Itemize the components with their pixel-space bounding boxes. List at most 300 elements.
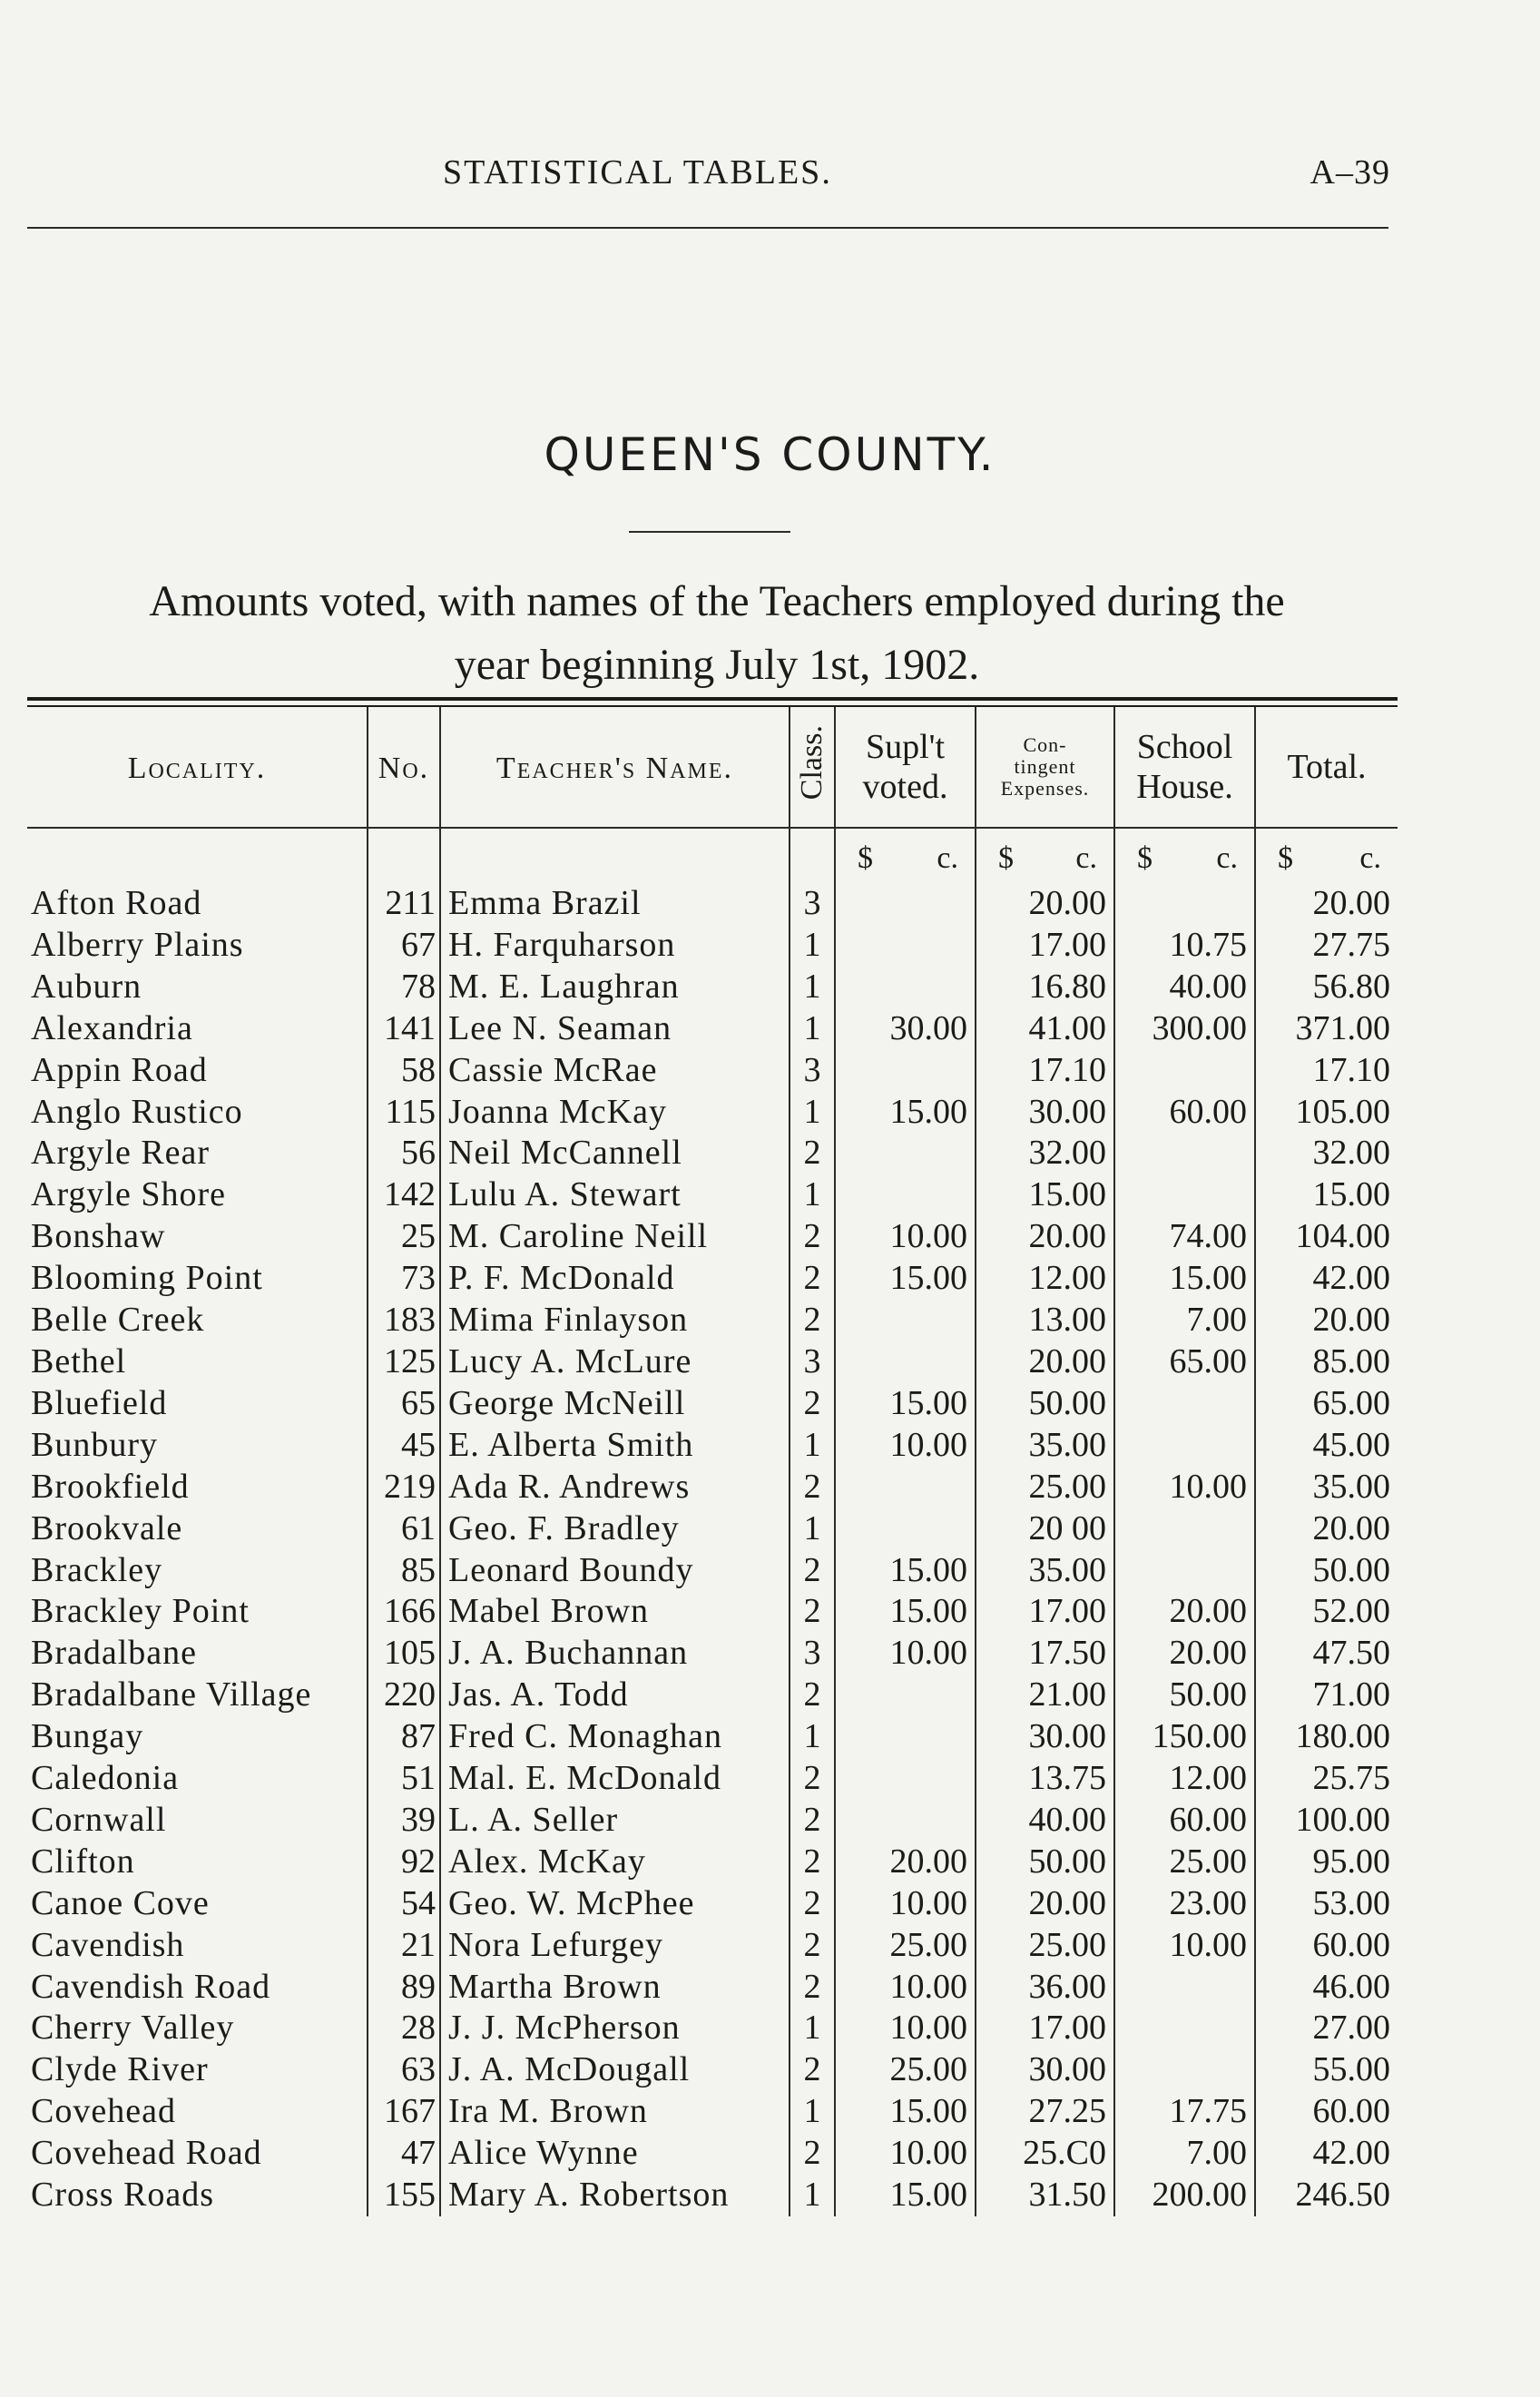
class-cell: 1 <box>790 2008 835 2049</box>
table-row <box>27 1133 1398 1174</box>
contingent-cell: 15.00 <box>976 1174 1114 1216</box>
total-cell: 104.00 <box>1255 1216 1398 1258</box>
school-house-cell: 200.00 <box>1114 2175 1255 2216</box>
locality-cell: Cavendish <box>31 1925 185 1964</box>
table-row <box>27 1341 1398 1383</box>
contingent-cell: 25.00 <box>976 1467 1114 1508</box>
table-row <box>27 1800 1398 1842</box>
school-number-cell: 85 <box>368 1550 440 1592</box>
class-cell: 2 <box>790 1550 835 1592</box>
supplement-cell: 10.00 <box>835 2008 976 2049</box>
table-row <box>27 1967 1398 2009</box>
header-school-house: School House. <box>1114 707 1255 828</box>
table-header-row <box>27 707 1398 828</box>
school-house-cell: 40.00 <box>1114 967 1255 1008</box>
contingent-cell: 17.10 <box>976 1050 1114 1092</box>
school-house-cell <box>1114 1174 1255 1216</box>
contingent-cell: 30.00 <box>976 1716 1114 1758</box>
school-house-cell: 10.00 <box>1114 1925 1255 1967</box>
supplement-cell: 20.00 <box>835 1842 976 1883</box>
locality-cell: Covehead Road <box>31 2134 262 2173</box>
class-cell: 2 <box>790 2133 835 2175</box>
contingent-cell: 30.00 <box>976 2049 1114 2091</box>
contingent-cell: 20.00 <box>976 1341 1114 1383</box>
header-contingent-expenses: Con- tingent Expenses. <box>976 707 1114 828</box>
school-number-cell: 54 <box>368 1883 440 1925</box>
total-cell: 180.00 <box>1255 1716 1398 1758</box>
class-cell: 2 <box>790 1675 835 1716</box>
teacher-name-cell: Lulu A. Stewart <box>440 1174 790 1216</box>
supplement-cell: 30.00 <box>835 1008 976 1050</box>
class-cell: 2 <box>790 1758 835 1800</box>
school-number-cell: 47 <box>368 2133 440 2175</box>
school-house-cell: 20.00 <box>1114 1591 1255 1633</box>
total-cell: 100.00 <box>1255 1800 1398 1842</box>
teacher-name-cell: Geo. F. Bradley <box>440 1508 790 1550</box>
school-number-cell: 125 <box>368 1341 440 1383</box>
table-row <box>27 1216 1398 1258</box>
school-number-cell: 115 <box>368 1092 440 1134</box>
total-cell: 60.00 <box>1255 2091 1398 2133</box>
locality-cell: Brackley Point <box>31 1592 250 1631</box>
table-row <box>27 1092 1398 1134</box>
school-number-cell: 63 <box>368 2049 440 2091</box>
school-number-cell: 25 <box>368 1216 440 1258</box>
table-row <box>27 2008 1398 2049</box>
class-cell: 1 <box>790 2091 835 2133</box>
total-cell: 46.00 <box>1255 1967 1398 2009</box>
teacher-name-cell: Mal. E. McDonald <box>440 1758 790 1800</box>
class-cell: 1 <box>790 1008 835 1050</box>
school-number-cell: 219 <box>368 1467 440 1508</box>
contingent-cell: 25.00 <box>976 1925 1114 1967</box>
header-teacher-name: Teacher's Name. <box>440 707 790 828</box>
school-number-cell: 51 <box>368 1758 440 1800</box>
teacher-name-cell: Nora Lefurgey <box>440 1925 790 1967</box>
teacher-name-cell: Geo. W. McPhee <box>440 1883 790 1925</box>
class-cell: 2 <box>790 1842 835 1883</box>
class-cell: 1 <box>790 1174 835 1216</box>
class-cell: 2 <box>790 1258 835 1300</box>
supplement-cell <box>835 1133 976 1174</box>
supplement-cell: 10.00 <box>835 2133 976 2175</box>
teacher-name-cell: Martha Brown <box>440 1967 790 2009</box>
contingent-cell: 17.00 <box>976 925 1114 967</box>
school-house-cell: 25.00 <box>1114 1842 1255 1883</box>
school-number-cell: 61 <box>368 1508 440 1550</box>
school-number-cell: 167 <box>368 2091 440 2133</box>
school-house-cell: 15.00 <box>1114 1258 1255 1300</box>
locality-cell: Belle Creek <box>31 1301 205 1340</box>
total-cell: 71.00 <box>1255 1675 1398 1716</box>
teacher-name-cell: Lee N. Seaman <box>440 1008 790 1050</box>
contingent-cell: 27.25 <box>976 2091 1114 2133</box>
contingent-cell: 17.00 <box>976 2008 1114 2049</box>
class-cell: 2 <box>790 1133 835 1174</box>
supplement-cell: 10.00 <box>835 1216 976 1258</box>
supplement-cell <box>835 1800 976 1842</box>
total-cell: 20.00 <box>1255 1508 1398 1550</box>
school-number-cell: 56 <box>368 1133 440 1174</box>
school-number-cell: 58 <box>368 1050 440 1092</box>
class-cell: 1 <box>790 1716 835 1758</box>
total-cell: 20.00 <box>1255 883 1398 925</box>
teacher-name-cell: M. Caroline Neill <box>440 1216 790 1258</box>
teacher-name-cell: Fred C. Monaghan <box>440 1716 790 1758</box>
contingent-cell: 40.00 <box>976 1800 1114 1842</box>
supplement-cell: 15.00 <box>835 1550 976 1592</box>
school-number-cell: 87 <box>368 1716 440 1758</box>
teacher-name-cell: Alice Wynne <box>440 2133 790 2175</box>
teacher-name-cell: Ada R. Andrews <box>440 1467 790 1508</box>
header-total: Total. <box>1255 707 1398 828</box>
school-number-cell: 183 <box>368 1300 440 1341</box>
contingent-cell: 30.00 <box>976 1092 1114 1134</box>
contingent-cell: 20.00 <box>976 1883 1114 1925</box>
running-head <box>0 152 1540 198</box>
school-house-cell <box>1114 1508 1255 1550</box>
class-cell: 2 <box>790 1300 835 1341</box>
locality-cell: Brookvale <box>31 1508 183 1547</box>
school-house-cell <box>1114 883 1255 925</box>
supplement-cell <box>835 1467 976 1508</box>
locality-cell: Anglo Rustico <box>31 1092 243 1131</box>
total-cell: 85.00 <box>1255 1341 1398 1383</box>
class-cell: 3 <box>790 1341 835 1383</box>
supplement-cell: 10.00 <box>835 1425 976 1467</box>
total-cell: 105.00 <box>1255 1092 1398 1134</box>
supplement-cell <box>835 1174 976 1216</box>
teacher-name-cell: E. Alberta Smith <box>440 1425 790 1467</box>
teacher-name-cell: H. Farquharson <box>440 925 790 967</box>
teacher-name-cell: M. E. Laughran <box>440 967 790 1008</box>
school-house-cell: 10.00 <box>1114 1467 1255 1508</box>
units-contingent: $ c. <box>976 828 1114 883</box>
supplement-cell: 10.00 <box>835 1967 976 2009</box>
school-house-cell: 20.00 <box>1114 1633 1255 1675</box>
school-house-cell: 10.75 <box>1114 925 1255 967</box>
supplement-cell: 10.00 <box>835 1883 976 1925</box>
school-number-cell: 67 <box>368 925 440 967</box>
page-number: A–39 <box>1309 153 1390 192</box>
contingent-cell: 13.75 <box>976 1758 1114 1800</box>
teacher-name-cell: Leonard Boundy <box>440 1550 790 1592</box>
teacher-name-cell: Joanna McKay <box>440 1092 790 1134</box>
school-house-cell <box>1114 1967 1255 2009</box>
total-cell: 47.50 <box>1255 1633 1398 1675</box>
total-cell: 52.00 <box>1255 1591 1398 1633</box>
school-house-cell <box>1114 2049 1255 2091</box>
total-cell: 35.00 <box>1255 1467 1398 1508</box>
teachers-table-wrapper <box>27 697 1398 2216</box>
supplement-cell: 10.00 <box>835 1633 976 1675</box>
school-number-cell: 141 <box>368 1008 440 1050</box>
table-row <box>27 1675 1398 1716</box>
teacher-name-cell: Ira M. Brown <box>440 2091 790 2133</box>
class-cell: 1 <box>790 1508 835 1550</box>
school-house-cell <box>1114 1050 1255 1092</box>
class-cell: 2 <box>790 2049 835 2091</box>
supplement-cell <box>835 1050 976 1092</box>
locality-cell: Canoe Cove <box>31 1883 210 1922</box>
teacher-name-cell: Mabel Brown <box>440 1591 790 1633</box>
teacher-name-cell: J. J. McPherson <box>440 2008 790 2049</box>
supplement-cell: 15.00 <box>835 1258 976 1300</box>
locality-cell: Argyle Rear <box>31 1134 211 1173</box>
supplement-cell <box>835 1716 976 1758</box>
class-cell: 2 <box>790 1800 835 1842</box>
table-row <box>27 1925 1398 1967</box>
supplement-cell <box>835 1675 976 1716</box>
school-house-cell: 300.00 <box>1114 1008 1255 1050</box>
units-school-house: $ c. <box>1114 828 1255 883</box>
table-row <box>27 1883 1398 1925</box>
supplement-cell <box>835 967 976 1008</box>
supplement-cell <box>835 1300 976 1341</box>
school-number-cell: 78 <box>368 967 440 1008</box>
school-house-cell: 60.00 <box>1114 1092 1255 1134</box>
class-cell: 3 <box>790 1050 835 1092</box>
school-house-cell <box>1114 1133 1255 1174</box>
total-cell: 95.00 <box>1255 1842 1398 1883</box>
school-house-cell: 17.75 <box>1114 2091 1255 2133</box>
supplement-cell: 15.00 <box>835 2175 976 2216</box>
supplement-cell <box>835 1758 976 1800</box>
supplement-cell <box>835 883 976 925</box>
units-blank <box>790 828 835 883</box>
class-cell: 1 <box>790 1425 835 1467</box>
header-class: Class. <box>790 707 835 828</box>
school-number-cell: 211 <box>368 883 440 925</box>
locality-cell: Cavendish Road <box>31 1967 271 2006</box>
locality-cell: Cherry Valley <box>31 2009 235 2048</box>
subtitle-line-1: Amounts voted, with names of the Teachers employed during the <box>149 577 1285 625</box>
school-number-cell: 155 <box>368 2175 440 2216</box>
teacher-name-cell: Mima Finlayson <box>440 1300 790 1341</box>
teacher-name-cell: Lucy A. McLure <box>440 1341 790 1383</box>
locality-cell: Bluefield <box>31 1383 168 1422</box>
school-house-cell: 7.00 <box>1114 2133 1255 2175</box>
table-row <box>27 1174 1398 1216</box>
teacher-name-cell: Cassie McRae <box>440 1050 790 1092</box>
teacher-name-cell: Mary A. Robertson <box>440 2175 790 2216</box>
contingent-cell: 20.00 <box>976 883 1114 925</box>
supplement-cell <box>835 1341 976 1383</box>
locality-cell: Clifton <box>31 1842 135 1881</box>
header-supplement-voted: Supl't voted. <box>835 707 976 828</box>
contingent-cell: 20 00 <box>976 1508 1114 1550</box>
total-cell: 25.75 <box>1255 1758 1398 1800</box>
supplement-cell: 15.00 <box>835 1591 976 1633</box>
locality-cell: Bonshaw <box>31 1217 166 1256</box>
teacher-name-cell: George McNeill <box>440 1383 790 1425</box>
locality-cell: Caledonia <box>31 1759 180 1798</box>
units-row <box>27 828 1398 883</box>
table-row <box>27 1842 1398 1883</box>
contingent-cell: 12.00 <box>976 1258 1114 1300</box>
table-row <box>27 925 1398 967</box>
header-no: No. <box>368 707 440 828</box>
school-number-cell: 142 <box>368 1174 440 1216</box>
school-house-cell: 12.00 <box>1114 1758 1255 1800</box>
locality-cell: Bunbury <box>31 1425 158 1464</box>
school-house-cell: 7.00 <box>1114 1300 1255 1341</box>
total-cell: 42.00 <box>1255 2133 1398 2175</box>
total-cell: 55.00 <box>1255 2049 1398 2091</box>
contingent-cell: 31.50 <box>976 2175 1114 2216</box>
locality-cell: Bungay <box>31 1717 144 1756</box>
table-row <box>27 967 1398 1008</box>
supplement-cell: 15.00 <box>835 1383 976 1425</box>
locality-cell: Bradalbane Village <box>31 1675 312 1714</box>
total-cell: 27.75 <box>1255 925 1398 967</box>
total-cell: 45.00 <box>1255 1425 1398 1467</box>
table-row <box>27 2091 1398 2133</box>
class-cell: 2 <box>790 1383 835 1425</box>
class-cell: 2 <box>790 1967 835 2009</box>
school-house-cell: 50.00 <box>1114 1675 1255 1716</box>
table-row <box>27 1383 1398 1425</box>
contingent-cell: 17.50 <box>976 1633 1114 1675</box>
total-cell: 371.00 <box>1255 1008 1398 1050</box>
school-house-cell <box>1114 2008 1255 2049</box>
header-locality: Locality. <box>27 707 368 828</box>
supplement-cell: 15.00 <box>835 1092 976 1134</box>
contingent-cell: 35.00 <box>976 1425 1114 1467</box>
supplement-cell: 25.00 <box>835 2049 976 2091</box>
teacher-name-cell: J. A. Buchannan <box>440 1633 790 1675</box>
class-cell: 3 <box>790 1633 835 1675</box>
teacher-name-cell: Emma Brazil <box>440 883 790 925</box>
total-cell: 20.00 <box>1255 1300 1398 1341</box>
table-top-rule <box>27 697 1398 701</box>
table-row <box>27 1758 1398 1800</box>
class-cell: 1 <box>790 925 835 967</box>
teacher-name-cell: J. A. McDougall <box>440 2049 790 2091</box>
teachers-table <box>27 707 1398 2216</box>
locality-cell: Alberry Plains <box>31 925 244 964</box>
header-rule <box>27 227 1388 229</box>
units-blank <box>440 828 790 883</box>
units-supplement: $ c. <box>835 828 976 883</box>
total-cell: 60.00 <box>1255 1925 1398 1967</box>
total-cell: 42.00 <box>1255 1258 1398 1300</box>
locality-cell: Appin Road <box>31 1050 208 1089</box>
table-row <box>27 2133 1398 2175</box>
locality-cell: Blooming Point <box>31 1259 263 1298</box>
subtitle-line-2: year beginning July 1st, 1902. <box>454 641 980 689</box>
table-row <box>27 1425 1398 1467</box>
locality-cell: Alexandria <box>31 1008 193 1047</box>
class-cell: 1 <box>790 2175 835 2216</box>
teacher-name-cell: P. F. McDonald <box>440 1258 790 1300</box>
total-cell: 53.00 <box>1255 1883 1398 1925</box>
school-number-cell: 39 <box>368 1800 440 1842</box>
table-row <box>27 883 1398 925</box>
school-number-cell: 220 <box>368 1675 440 1716</box>
locality-cell: Cross Roads <box>31 2176 215 2215</box>
locality-cell: Brookfield <box>31 1467 190 1506</box>
running-title: STATISTICAL TABLES. <box>443 153 832 192</box>
school-house-cell <box>1114 1425 1255 1467</box>
locality-cell: Clyde River <box>31 2050 209 2089</box>
total-cell: 32.00 <box>1255 1133 1398 1174</box>
contingent-cell: 50.00 <box>976 1842 1114 1883</box>
contingent-cell: 50.00 <box>976 1383 1114 1425</box>
table-row <box>27 1508 1398 1550</box>
table-subtitle <box>18 570 1416 697</box>
supplement-cell <box>835 925 976 967</box>
supplement-cell <box>835 1508 976 1550</box>
table-row <box>27 1716 1398 1758</box>
school-number-cell: 92 <box>368 1842 440 1883</box>
school-house-cell <box>1114 1383 1255 1425</box>
contingent-cell: 21.00 <box>976 1675 1114 1716</box>
contingent-cell: 25.C0 <box>976 2133 1114 2175</box>
total-cell: 65.00 <box>1255 1383 1398 1425</box>
school-house-cell: 60.00 <box>1114 1800 1255 1842</box>
teacher-name-cell: Alex. McKay <box>440 1842 790 1883</box>
school-number-cell: 65 <box>368 1383 440 1425</box>
total-cell: 246.50 <box>1255 2175 1398 2216</box>
school-house-cell: 23.00 <box>1114 1883 1255 1925</box>
school-house-cell: 150.00 <box>1114 1716 1255 1758</box>
table-row <box>27 1550 1398 1592</box>
school-house-cell: 74.00 <box>1114 1216 1255 1258</box>
teacher-name-cell: Jas. A. Todd <box>440 1675 790 1716</box>
total-cell: 56.80 <box>1255 967 1398 1008</box>
school-number-cell: 45 <box>368 1425 440 1467</box>
school-house-cell <box>1114 1550 1255 1592</box>
teacher-name-cell: Neil McCannell <box>440 1133 790 1174</box>
table-row <box>27 1050 1398 1092</box>
total-cell: 27.00 <box>1255 2008 1398 2049</box>
school-number-cell: 166 <box>368 1591 440 1633</box>
contingent-cell: 32.00 <box>976 1133 1114 1174</box>
locality-cell: Covehead <box>31 2092 176 2131</box>
table-row <box>27 1633 1398 1675</box>
table-row <box>27 2175 1398 2216</box>
school-house-cell: 65.00 <box>1114 1341 1255 1383</box>
contingent-cell: 16.80 <box>976 967 1114 1008</box>
class-cell: 3 <box>790 883 835 925</box>
contingent-cell: 41.00 <box>976 1008 1114 1050</box>
table-row <box>27 1467 1398 1508</box>
school-number-cell: 28 <box>368 2008 440 2049</box>
school-number-cell: 89 <box>368 1967 440 2009</box>
total-cell: 17.10 <box>1255 1050 1398 1092</box>
contingent-cell: 13.00 <box>976 1300 1114 1341</box>
locality-cell: Bethel <box>31 1341 127 1380</box>
table-row <box>27 2049 1398 2091</box>
class-cell: 2 <box>790 1883 835 1925</box>
contingent-cell: 36.00 <box>976 1967 1114 2009</box>
supplement-cell: 25.00 <box>835 1925 976 1967</box>
units-blank <box>27 828 368 883</box>
table-row <box>27 1591 1398 1633</box>
table-body <box>27 828 1398 2216</box>
contingent-cell: 17.00 <box>976 1591 1114 1633</box>
locality-cell: Afton Road <box>31 884 202 922</box>
title-rule <box>629 531 790 533</box>
class-cell: 1 <box>790 967 835 1008</box>
locality-cell: Auburn <box>31 967 142 1006</box>
county-title: QUEEN'S COUNTY. <box>544 428 996 481</box>
total-cell: 50.00 <box>1255 1550 1398 1592</box>
supplement-cell: 15.00 <box>835 2091 976 2133</box>
class-cell: 2 <box>790 1925 835 1967</box>
class-cell: 1 <box>790 1092 835 1134</box>
